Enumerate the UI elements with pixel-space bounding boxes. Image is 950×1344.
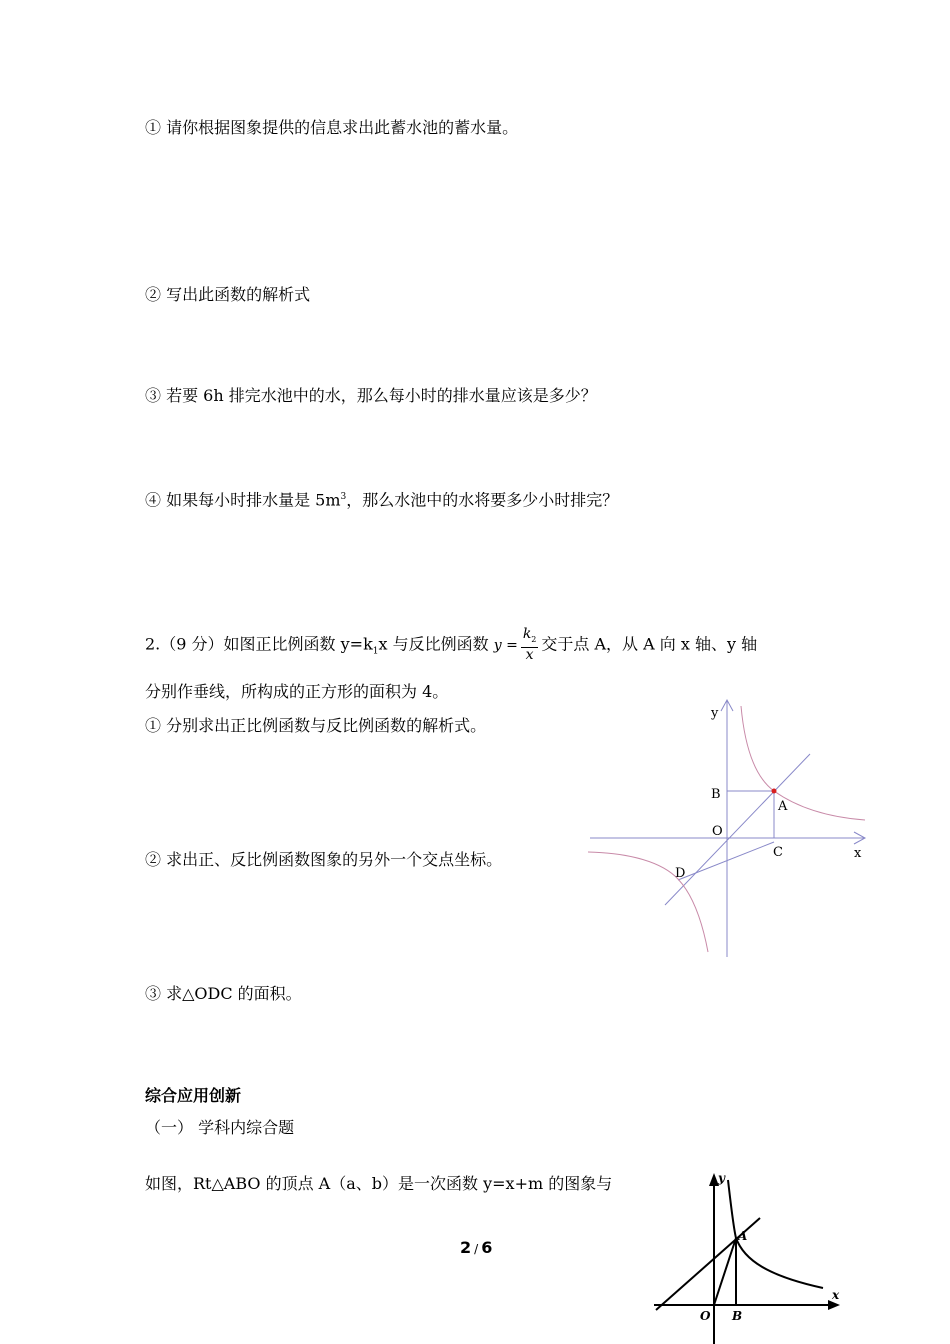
- q1-part3: ③ 若要 6h 排完水池中的水，那么每小时的排水量应该是多少？: [145, 386, 597, 405]
- q1-part1: ① 请你根据图象提供的信息求出此蓄水池的蓄水量。: [145, 118, 519, 137]
- label-a: A: [778, 799, 788, 814]
- q1-part4: [145, 487, 618, 510]
- q2-intro: [145, 627, 757, 669]
- proportional-line: [665, 754, 810, 905]
- q2-part3: ③ 求△ODC 的面积。: [145, 984, 302, 1003]
- q2-figure: [580, 690, 880, 965]
- fig2-label-y: y: [718, 1171, 725, 1185]
- q2-intro-subscript: 1: [372, 646, 379, 657]
- fig2-label-o: O: [700, 1309, 711, 1323]
- q2-formula-denominator: x: [525, 646, 534, 663]
- q2-formula-num-k: k: [522, 626, 532, 642]
- label-x: x: [854, 846, 862, 861]
- q2-intro-text-a: 2.（9 分）如图正比例函数 y=k: [145, 634, 373, 654]
- page-current: 2: [460, 1238, 472, 1257]
- q2-part1: ① 分别求出正比例函数与反比例函数的解析式。: [145, 716, 487, 735]
- q2-part2: ② 求出正、反比例函数图象的另外一个交点坐标。: [145, 850, 503, 869]
- q2-formula-num-sub: 2: [531, 634, 537, 644]
- label-b: B: [711, 787, 721, 802]
- q2-formula-fraction: [521, 627, 539, 663]
- line-dc: [678, 842, 774, 880]
- q2-formula-lhs: y =: [493, 637, 518, 654]
- label-c: C: [773, 845, 783, 860]
- point-a-marker: [772, 789, 777, 794]
- section-title: 综合应用创新: [145, 1086, 242, 1105]
- label-d: D: [675, 866, 686, 881]
- q1-part2: ② 写出此函数的解析式: [145, 285, 311, 304]
- q1-part4-superscript: 3: [340, 492, 347, 502]
- fig2-label-x: x: [832, 1288, 840, 1302]
- q2-intro-line2: 分别作垂线，所构成的正方形的面积为 4。: [145, 682, 449, 701]
- figure2: [648, 1160, 848, 1344]
- q2-formula-numerator: [521, 627, 539, 648]
- label-o: O: [712, 824, 723, 839]
- q2-intro-text-b: x 与反比例函数: [378, 634, 489, 654]
- fig2-label-b: B: [732, 1309, 743, 1323]
- q1-part4-text-a: ④ 如果每小时排水量是 5m: [145, 490, 341, 510]
- section-subtitle: （一） 学科内综合题: [145, 1118, 295, 1137]
- section-text: 如图，Rt△ABO 的顶点 A（a、b）是一次函数 y=x+m 的图象与: [145, 1174, 613, 1193]
- page-footer: [460, 1238, 492, 1259]
- hyperbola-branch-upper: [741, 706, 865, 820]
- fig2-label-a: A: [738, 1229, 748, 1243]
- label-y: y: [711, 706, 719, 721]
- page-separator: /: [474, 1242, 479, 1256]
- page-total: 6: [481, 1238, 493, 1257]
- hyperbola-branch-lower: [588, 852, 708, 952]
- q2-intro-text-c: 交于点 A，从 A 向 x 轴、y 轴: [541, 634, 758, 654]
- q1-part4-text-b: ，那么水池中的水将要多少小时排完？: [346, 490, 619, 510]
